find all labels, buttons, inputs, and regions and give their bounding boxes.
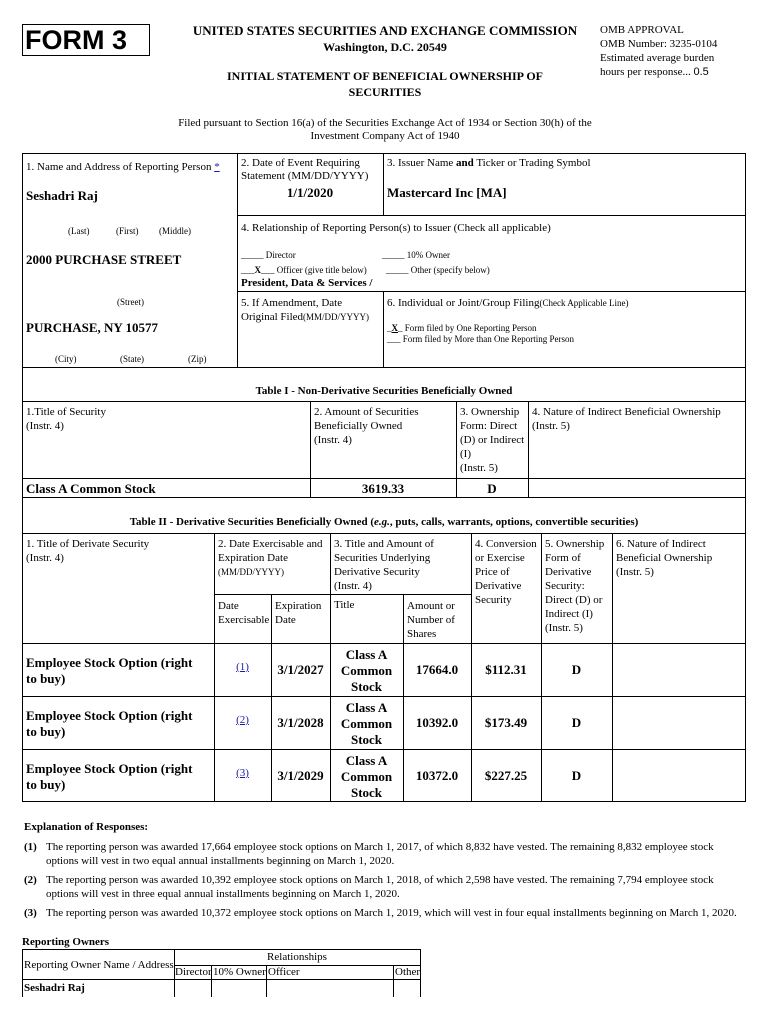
exercise-price: $173.49 bbox=[484, 715, 528, 730]
reporting-owners-heading: Reporting Owners bbox=[22, 936, 110, 948]
event-date-value: 1/1/2020 bbox=[286, 185, 334, 200]
ten-pct-owner-header: 10% Owner bbox=[213, 966, 266, 978]
relationships-header: Relationships bbox=[267, 951, 327, 963]
relationship-label: 4. Relationship of Reporting Person(s) to Issuer (Check all applicable) bbox=[241, 222, 551, 234]
filed-pursuant-2: Investment Company Act of 1940 bbox=[310, 130, 460, 142]
ownership-form: D bbox=[571, 715, 582, 730]
footnote-link[interactable]: (3) bbox=[236, 767, 249, 779]
table1-title: Table I - Non-Derivative Securities Beneficially Owned bbox=[255, 385, 513, 397]
table2-title: Table II - Derivative Securities Beneficially Owned (e.g., puts, calls, warrants, options, convertible securities) bbox=[129, 516, 639, 528]
amendment-label-2: Original Filed(MM/DD/YYYY) bbox=[241, 311, 370, 323]
underlying-title: Class A Common Stock bbox=[340, 700, 393, 747]
underlying-title: Class A Common Stock bbox=[340, 647, 393, 694]
reporting-person-label: 1. Name and Address of Reporting Person * bbox=[26, 161, 220, 173]
reporting-person-name: Seshadri Raj bbox=[26, 188, 98, 203]
zip-label: (Zip) bbox=[188, 354, 207, 364]
table1-col2-header: 2. Amount of Securities Beneficially Owned (Instr. 4) bbox=[314, 406, 419, 446]
omb-burden-prefix: hours per response... bbox=[600, 66, 694, 78]
director-checkbox[interactable]: _____ Director bbox=[241, 250, 296, 260]
table2-col1-header: 1. Title of Derivate Security (Instr. 4) bbox=[26, 538, 150, 564]
ownership-form: D bbox=[571, 662, 582, 677]
omb-approval: OMB APPROVAL bbox=[600, 24, 684, 36]
filing-label: 6. Individual or Joint/Group Filing(Check Applicable Line) bbox=[387, 297, 629, 309]
table2-col2-header: 2. Date Exercisable and Expiration Date (MM/DD/YYYY) bbox=[218, 538, 323, 577]
table2-sub-amount: Amount or Number of Shares bbox=[407, 600, 455, 640]
table2-sub-title: Title bbox=[334, 599, 355, 611]
filing-multiple-persons[interactable]: ___ Form filed by More than One Reporting Person bbox=[387, 334, 574, 344]
table1-row-form: D bbox=[487, 481, 497, 496]
table1-col4-header: 4. Nature of Indirect Beneficial Ownership (Instr. 5) bbox=[532, 406, 721, 432]
agency-name: UNITED STATES SECURITIES AND EXCHANGE COMMISSION bbox=[192, 23, 578, 38]
explanation-note-1: (1) The reporting person was awarded 17,664 employee stock options on March 1, 2017, of which 8,832 have vested. The remaining 8,832 employee stock options will vest in two equal annual installments beginning on March 1, 2020. bbox=[24, 841, 714, 867]
footnote-link[interactable]: (2) bbox=[236, 714, 249, 726]
table2-sub-date-exercisable: Date Exercisable bbox=[218, 600, 270, 626]
filed-pursuant-1: Filed pursuant to Section 16(a) of the Securities Exchange Act of 1934 or Section 30(h) of the bbox=[178, 117, 592, 129]
owner-name: Seshadri Raj bbox=[24, 982, 85, 994]
form-label: FORM 3 bbox=[22, 24, 150, 56]
event-date-label-2: Statement (MM/DD/YYYY) bbox=[241, 170, 369, 182]
first-label: (First) bbox=[116, 226, 139, 236]
amendment-label-1: 5. If Amendment, Date bbox=[241, 297, 343, 309]
officer-checkbox[interactable]: ___X___ Officer (give title below) bbox=[241, 265, 367, 275]
underlying-amount: 17664.0 bbox=[415, 662, 459, 677]
other-checkbox[interactable]: _____ Other (specify below) bbox=[386, 265, 490, 275]
underlying-title: Class A Common Stock bbox=[340, 753, 393, 800]
explanation-heading: Explanation of Responses: bbox=[24, 821, 149, 833]
event-date-label-1: 2. Date of Event Requiring bbox=[241, 157, 360, 169]
form-title-line2: SECURITIES bbox=[348, 85, 422, 99]
officer-header: Officer bbox=[268, 966, 300, 978]
expiration-date: 3/1/2027 bbox=[277, 662, 324, 677]
filing-one-person[interactable]: _X_ Form filed by One Reporting Person bbox=[387, 323, 537, 333]
state-label: (State) bbox=[120, 354, 144, 364]
street-label: (Street) bbox=[117, 297, 144, 307]
omb-burden-value: 0.5 bbox=[693, 66, 709, 78]
street-address: 2000 PURCHASE STREET bbox=[26, 252, 182, 267]
director-header: Director bbox=[175, 966, 212, 978]
city-state-zip: PURCHASE, NY 10577 bbox=[26, 320, 159, 335]
expiration-date: 3/1/2028 bbox=[277, 715, 324, 730]
table1-col3-header: 3. Ownership Form: Direct (D) or Indirect (I) (Instr. 5) bbox=[460, 406, 525, 474]
ten-pct-owner-checkbox[interactable]: _____ 10% Owner bbox=[382, 250, 450, 260]
other-header: Other bbox=[395, 966, 421, 978]
omb-burden-2 bbox=[600, 66, 709, 78]
table2-col4-header: 4. Conversion or Exercise Price of Derivative Security bbox=[475, 538, 537, 606]
owner-name-header: Reporting Owner Name / Address bbox=[24, 959, 174, 971]
explanation-note-2: (2) The reporting person was awarded 10,392 employee stock options on March 1, 2018, of which 2,598 have vested. The remaining 7,794 employee stock options will vest in three equal annual installments beginning on March 1, 2020. bbox=[24, 874, 714, 900]
table1-row-title: Class A Common Stock bbox=[26, 481, 156, 496]
table-row: Employee Stock Option (right to buy) bbox=[26, 655, 193, 686]
ownership-form: D bbox=[571, 768, 582, 783]
omb-number: OMB Number: 3235-0104 bbox=[600, 38, 718, 50]
table2-col6-header: 6. Nature of Indirect Beneficial Ownership (Instr. 5) bbox=[616, 538, 713, 578]
table2-col5-header: 5. Ownership Form of Derivative Security: Direct (D) or Indirect (I) (Instr. 5) bbox=[545, 538, 605, 634]
table-row: Employee Stock Option (right to buy) bbox=[26, 708, 193, 739]
city-label: (City) bbox=[55, 354, 77, 364]
exercise-price: $112.31 bbox=[485, 662, 527, 677]
agency-location: Washington, D.C. 20549 bbox=[323, 40, 447, 54]
table1-col1-header: 1.Title of Security (Instr. 4) bbox=[26, 406, 106, 432]
omb-burden-1: Estimated average burden bbox=[600, 52, 715, 64]
table2-sub-expiration: Expiration Date bbox=[275, 600, 322, 626]
underlying-amount: 10372.0 bbox=[415, 768, 459, 783]
table-row: Employee Stock Option (right to buy) bbox=[26, 761, 193, 792]
middle-label: (Middle) bbox=[159, 226, 191, 236]
table2-col3-header: 3. Title and Amount of Securities Underlying Derivative Security (Instr. 4) bbox=[334, 538, 434, 592]
last-label: (Last) bbox=[68, 226, 90, 236]
expiration-date: 3/1/2029 bbox=[277, 768, 324, 783]
explanation-note-3: (3) The reporting person was awarded 10,372 employee stock options on March 1, 2019, which will vest in four equal installments beginning on March 1, 2020. bbox=[24, 907, 737, 919]
exercise-price: $227.25 bbox=[484, 768, 528, 783]
reporting-person-footnote[interactable]: * bbox=[214, 161, 220, 173]
form-title-line1: INITIAL STATEMENT OF BENEFICIAL OWNERSHIP OF bbox=[227, 69, 543, 83]
officer-title: President, Data & Services / bbox=[241, 277, 373, 289]
issuer-label: 3. Issuer Name and Ticker or Trading Symbol bbox=[387, 157, 591, 169]
underlying-amount: 10392.0 bbox=[415, 715, 459, 730]
issuer-value: Mastercard Inc [MA] bbox=[387, 185, 507, 200]
table1-row-amount: 3619.33 bbox=[361, 481, 405, 496]
footnote-link[interactable]: (1) bbox=[236, 661, 249, 673]
